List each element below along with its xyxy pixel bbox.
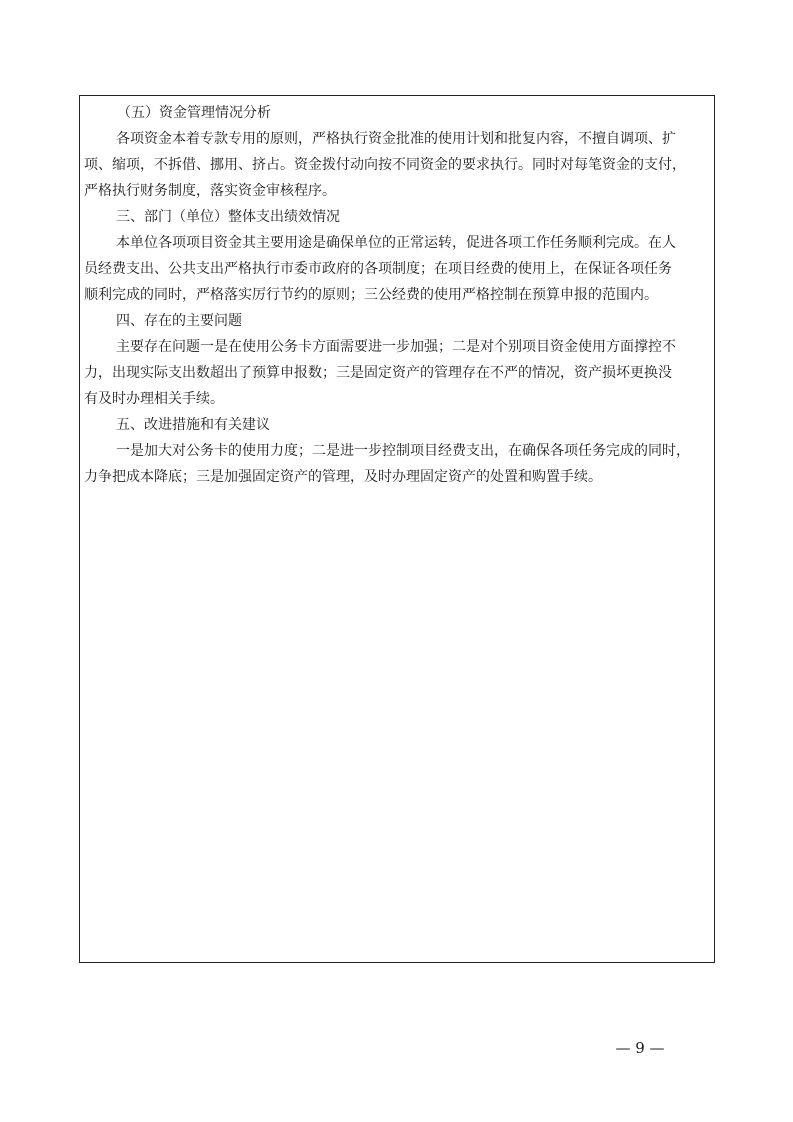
section-paragraph xyxy=(84,334,710,412)
section-paragraph xyxy=(84,126,710,204)
paragraph-line: 顺利完成的同时，严格落实厉行节约的原则；三公经费的使用严格控制在预算申报的范围内。 xyxy=(84,287,658,303)
section-heading: （五）资金管理情况分析 xyxy=(117,105,271,121)
paragraph-line: 项、缩项，不拆借、挪用、挤占。资金拨付动向按不同资金的要求执行。同时对每笔资金的支付， xyxy=(84,157,686,173)
paragraph-line: 力，出现实际支出数超出了预算申报数；三是固定资产的管理存在不严的情况，资产损坏更换没 xyxy=(84,365,672,381)
paragraph-line: 员经费支出、公共支出严格执行市委市政府的各项制度；在项目经费的使用上，在保证各项任务 xyxy=(84,261,672,277)
document-body xyxy=(84,100,710,490)
section-heading: 五、改进措施和有关建议 xyxy=(116,417,270,433)
section-overall-performance xyxy=(84,204,710,308)
page-number: — 9 — xyxy=(615,1039,665,1057)
paragraph-line: 本单位各项项目资金其主要用途是确保单位的正常运转，促进各项工作任务顺利完成。在人 xyxy=(116,235,676,251)
section-improvements xyxy=(84,412,710,490)
section-main-problems xyxy=(84,308,710,412)
section-paragraph xyxy=(84,438,710,490)
section-heading: 三、部门（单位）整体支出绩效情况 xyxy=(116,209,340,225)
paragraph-line: 主要存在问题一是在使用公务卡方面需要进一步加强；二是对个别项目资金使用方面撑控不 xyxy=(116,339,676,355)
section-heading: 四、存在的主要问题 xyxy=(116,313,242,329)
paragraph-line: 有及时办理相关手续。 xyxy=(84,391,224,407)
paragraph-line: 各项资金本着专款专用的原则，严格执行资金批准的使用计划和批复内容，不擅自调项、扩 xyxy=(116,131,676,147)
section-paragraph xyxy=(84,230,710,308)
section-fund-management xyxy=(84,100,710,204)
paragraph-line: 力争把成本降底；三是加强固定资产的管理，及时办理固定资产的处置和购置手续。 xyxy=(84,469,602,485)
paragraph-line: 一是加大对公务卡的使用力度；二是进一步控制项目经费支出，在确保各项任务完成的同时， xyxy=(116,443,690,459)
paragraph-line: 严格执行财务制度，落实资金审核程序。 xyxy=(84,183,336,199)
